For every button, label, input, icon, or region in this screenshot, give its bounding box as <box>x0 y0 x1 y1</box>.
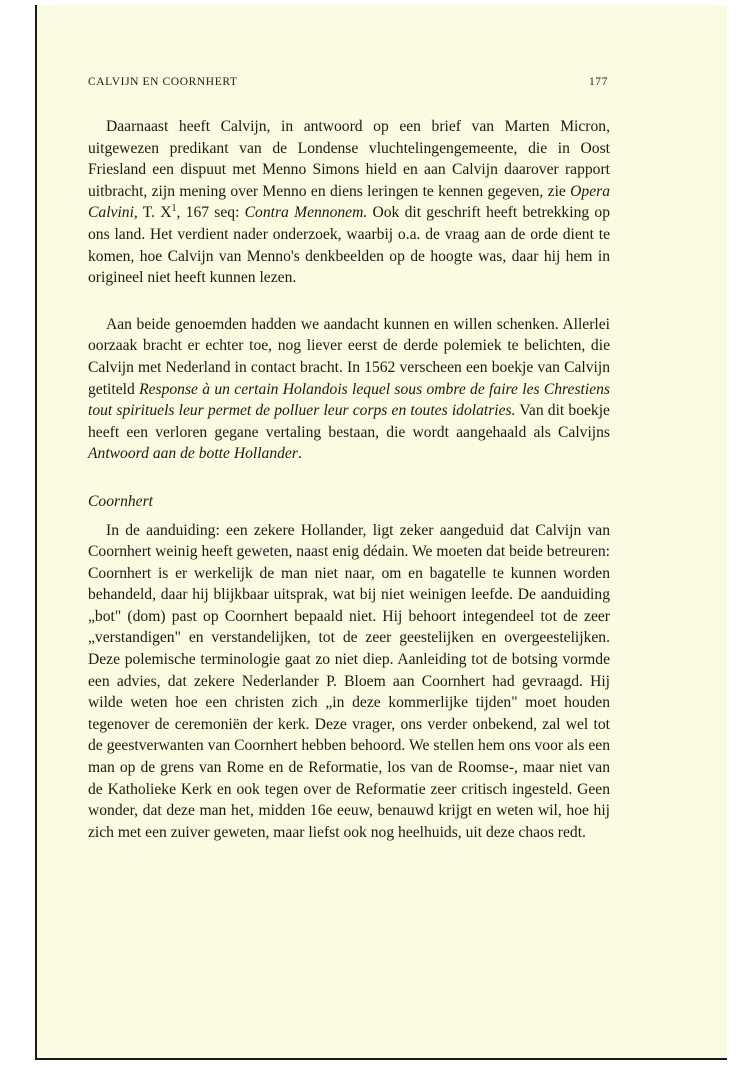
page-number: 177 <box>588 76 608 88</box>
work-title-response: Response à un certain Holandois lequel sous ombre de faire les Chrestiens tout spirituels leur permet de polluer leur corps en toutes idolatries. <box>88 380 610 420</box>
paragraph-2-text-c: . <box>297 445 302 463</box>
paragraph-1 <box>88 116 610 289</box>
paragraph-2-text-b: Van dit boekje heeft een verloren gegane vertaling bestaan, die wordt aangehaald als Calvijns <box>88 402 610 441</box>
paragraph-1-text-b: T. X <box>137 204 172 222</box>
page-body <box>88 116 610 843</box>
paragraph-1-text-d: Ook dit geschrift heeft betrekking op ons land. Het verdient nader onderzoek, waarbij o.a. de vraag aan de orde dient te komen, hoe Calvijn van Menno's denkbeelden op de hoogte was, daar hij hem in origineel niet heeft kunnen lezen. <box>88 204 610 287</box>
section-heading: Coornhert <box>88 492 153 510</box>
paragraph-2 <box>88 314 610 465</box>
paragraph-2-text-a: Aan beide genoemden hadden we aandacht kunnen en willen schenken. Allerlei oorzaak bracht er echter toe, nog liever eerst de derde polemiek te belichten, die Calvijn met Nederland in contact bracht. In 1562 verscheen een boekje van Calvijn getiteld <box>88 315 610 398</box>
work-title-opera-calvini: Opera Calvini, <box>88 182 610 222</box>
superscript: 1 <box>171 203 177 215</box>
work-title-contra-mennonem: Contra Mennonem. <box>244 204 368 222</box>
paragraph-1-text-c: , 167 seq: <box>176 204 245 222</box>
paragraph-3: In de aanduiding: een zekere Hollander, ligt zeker aangeduid dat Calvijn van Coornhert weinig heeft geweten, naast enig dédain. We moeten dat beide betreuren: Coornhert is er werkelijk de man niet naar, om en bagatelle te kunnen worden behandeld, daar hij blijkbaar uitsprak, wat bij niet weinigen leefde. De aanduiding „bot" (dom) past op Coornhert bepaald niet. Hij behoort integendeel tot de zeer „verstandigen" en verstandelijken, tot de zeer geestelijken en overgeestelijken. Deze polemische terminologie gaat zo niet diep. Aanleiding tot de botsing vormde een advies, dat zekere Nederlander P. Bloem aan Coornhert had gevraagd. Hij wilde weten hoe een christen zich „in deze kommerlijke tijden" moet houden tegenover de ceremoniën der kerk. Deze vrager, ons verder onbekend, zal wel tot de geestverwanten van Coornhert hebben behoord. We stellen hem ons voor als een man op de grens van Rome en de Reformatie, los van de Roomse-, maar niet van de Katholieke Kerk en ook tegen over de Reformatie zeer critisch ingesteld. Geen wonder, dat deze man het, midden 16e eeuw, benauwd krijgt en weten wil, hoe hij zich met een zuiver geweten, maar liefst ook nog heelhuids, uit deze chaos redt. <box>88 521 610 841</box>
work-title-antwoord: Antwoord aan de botte Hollander <box>88 445 298 463</box>
running-title: CALVIJN EN COORNHERT <box>88 76 238 88</box>
paragraph-1-text-a: Daarnaast heeft Calvijn, in antwoord op een brief van Marten Micron, uitgewezen predikant van de Londense vluchtelingengemeente, die in Oost Friesland een dispuut met Menno Simons hield en aan Calvijn daarover rapport uitbracht, zijn mening over Menno en diens leringen te kennen gegeven, zie <box>88 118 610 200</box>
